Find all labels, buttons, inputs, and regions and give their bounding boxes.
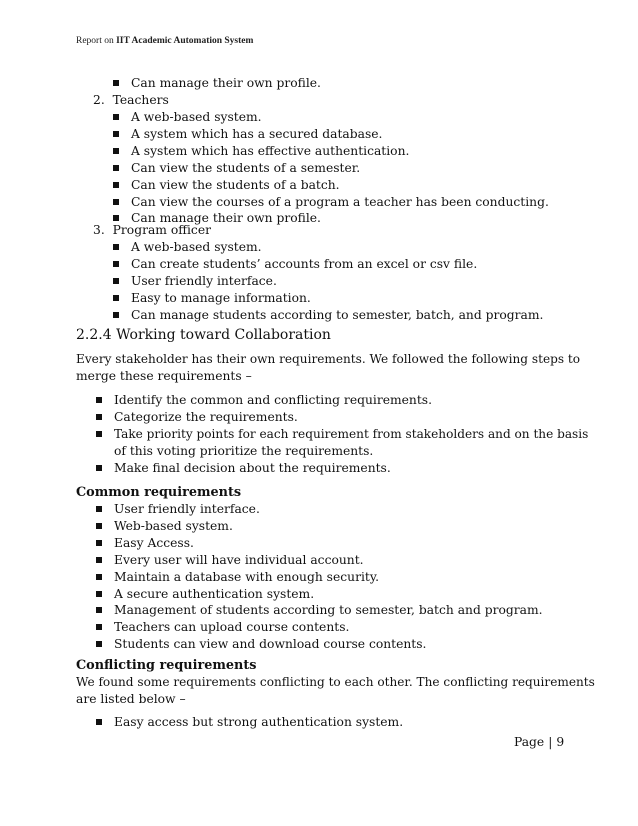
list-number: 3. [93, 223, 105, 237]
running-header [76, 36, 253, 46]
list-item: Teachers can upload course contents. [114, 619, 566, 636]
list-item: Can create students’ accounts from an excel or csv file. [131, 256, 571, 273]
list-item: A system which has effective authentication. [131, 143, 571, 160]
teachers-list [131, 109, 571, 227]
students-list [131, 75, 571, 92]
paragraph-line: merge these requirements – [76, 368, 252, 383]
list-item: Can manage their own profile. [131, 75, 571, 92]
list-item-line: Take priority points for each requirement from stakeholders and on the basis [114, 426, 589, 441]
list-item: Can manage students according to semester, batch, and program. [131, 307, 571, 324]
collaboration-intro [76, 351, 581, 385]
list-item: Students can view and download course contents. [114, 636, 566, 653]
list-item: Identify the common and conflicting requirements. [114, 392, 566, 409]
list-item: Management of students according to semester, batch and program. [114, 602, 566, 619]
section-heading: 2.2.4 Working toward Collaboration [76, 327, 331, 343]
page-label: Page [514, 735, 545, 749]
list-item: Can manage their own profile. [131, 210, 571, 227]
list-item: Maintain a database with enough security. [114, 569, 566, 586]
page-number [514, 735, 564, 749]
paragraph-line: We found some requirements conflicting to each other. The conflicting requirements [76, 675, 595, 689]
conflicting-requirements-heading: Conflicting requirements [76, 658, 257, 673]
teachers-label: Teachers [112, 93, 169, 107]
paragraph-line: are listed below – [76, 691, 186, 706]
page-separator: | [548, 735, 553, 749]
list-item: Can view the students of a semester. [131, 160, 571, 177]
list-item: User friendly interface. [114, 501, 566, 518]
page-number-value: 9 [556, 735, 565, 749]
list-item: Make final decision about the requirements. [114, 460, 566, 477]
conflicting-requirements-list [114, 714, 566, 731]
list-item-line: of this voting prioritize the requirements. [114, 443, 374, 458]
list-item: Every user will have individual account. [114, 552, 566, 569]
list-item: Easy to manage information. [131, 290, 571, 307]
list-item: A web-based system. [131, 109, 571, 126]
list-item: Can view the students of a batch. [131, 177, 571, 194]
program-officer-heading [93, 222, 211, 239]
header-title: IIT Academic Automation System [116, 36, 254, 46]
collaboration-steps [114, 392, 589, 477]
list-item: A system which has a secured database. [131, 126, 571, 143]
paragraph-line: Every stakeholder has their own requirements. We followed the following steps to [76, 352, 581, 366]
header-prefix: Report on [76, 36, 114, 46]
list-number: 2. [93, 93, 105, 107]
list-item: Categorize the requirements. [114, 409, 566, 426]
list-item: Easy access but strong authentication system. [114, 714, 566, 731]
conflicting-intro [76, 674, 595, 708]
list-item: Easy Access. [114, 535, 566, 552]
teachers-heading [93, 92, 169, 109]
program-officer-list [131, 239, 571, 324]
list-item: Web-based system. [114, 518, 566, 535]
list-item: A web-based system. [131, 239, 571, 256]
list-item [114, 426, 589, 460]
list-item: Can view the courses of a program a teacher has been conducting. [131, 194, 571, 211]
list-item: User friendly interface. [131, 273, 571, 290]
list-item: A secure authentication system. [114, 586, 566, 603]
common-requirements-list [114, 501, 566, 653]
program-officer-label: Program officer [112, 223, 211, 237]
common-requirements-heading: Common requirements [76, 485, 242, 500]
